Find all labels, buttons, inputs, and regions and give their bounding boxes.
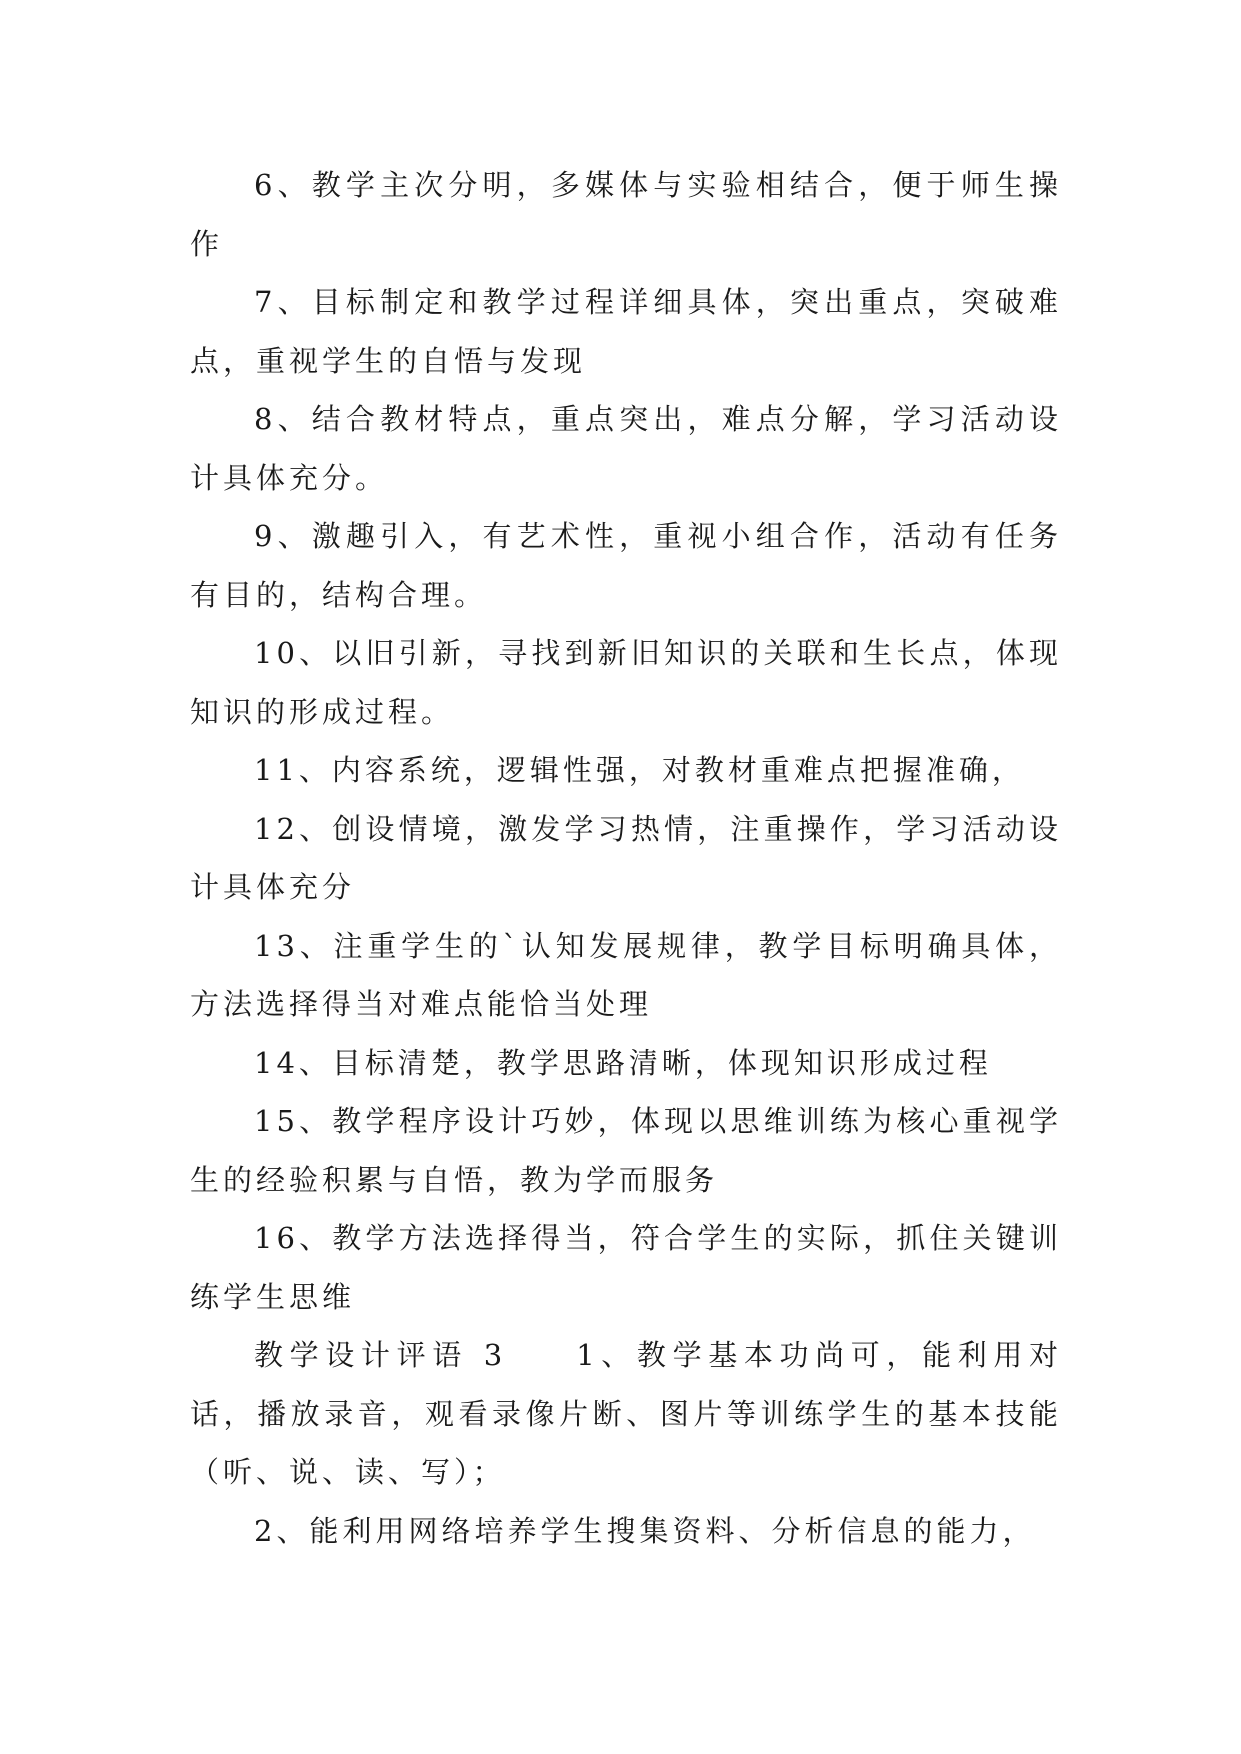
- paragraph-item-14: 14、目标清楚，教学思路清晰，体现知识形成过程: [254, 1045, 992, 1080]
- section-heading: 教学设计评语 3: [254, 1338, 507, 1372]
- paragraph-item-10: 10、以旧引新，寻找到新旧知识的关联和生长点，体现知识的形成过程。: [190, 636, 1062, 729]
- paragraph-item-16: 16、教学方法选择得当，符合学生的实际，抓住关键训练学生思维: [190, 1221, 1062, 1314]
- paragraph-item-2: 2、能利用网络培养学生搜集资料、分析信息的能力，: [254, 1513, 1036, 1548]
- section-paragraph: [190, 1326, 1062, 1502]
- paragraph-item-11: 11、内容系统，逻辑性强，对教材重难点把握准确，: [254, 753, 1025, 787]
- paragraph-item-15: 15、教学程序设计巧妙，体现以思维训练为核心重视学生的经验积累与自悟，教为学而服务: [190, 1104, 1062, 1197]
- document-body: [190, 156, 1062, 1560]
- paragraph-item-9: 9、激趣引入，有艺术性，重视小组合作，活动有任务有目的，结构合理。: [190, 519, 1062, 612]
- paragraph-item-13: 13、注重学生的`认知发展规律，教学目标明确具体，方法选择得当对难点能恰当处理: [190, 928, 1062, 1021]
- paragraph-item-8: 8、结合教材特点，重点突出，难点分解，学习活动设计具体充分。: [190, 402, 1062, 495]
- paragraph-item-6: 6、教学主次分明，多媒体与实验相结合，便于师生操作: [190, 168, 1062, 261]
- section-first-item: 1、教学基本功尚可，能利用对话，播放录音，观看录像片断、图片等训练学生的基本技能（听、说、读、写）；: [190, 1338, 1063, 1489]
- paragraph-item-7: 7、目标制定和教学过程详细具体，突出重点，突破难点，重视学生的自悟与发现: [190, 285, 1062, 378]
- paragraph-item-12: 12、创设情境，激发学习热情，注重操作，学习活动设计具体充分: [190, 811, 1062, 904]
